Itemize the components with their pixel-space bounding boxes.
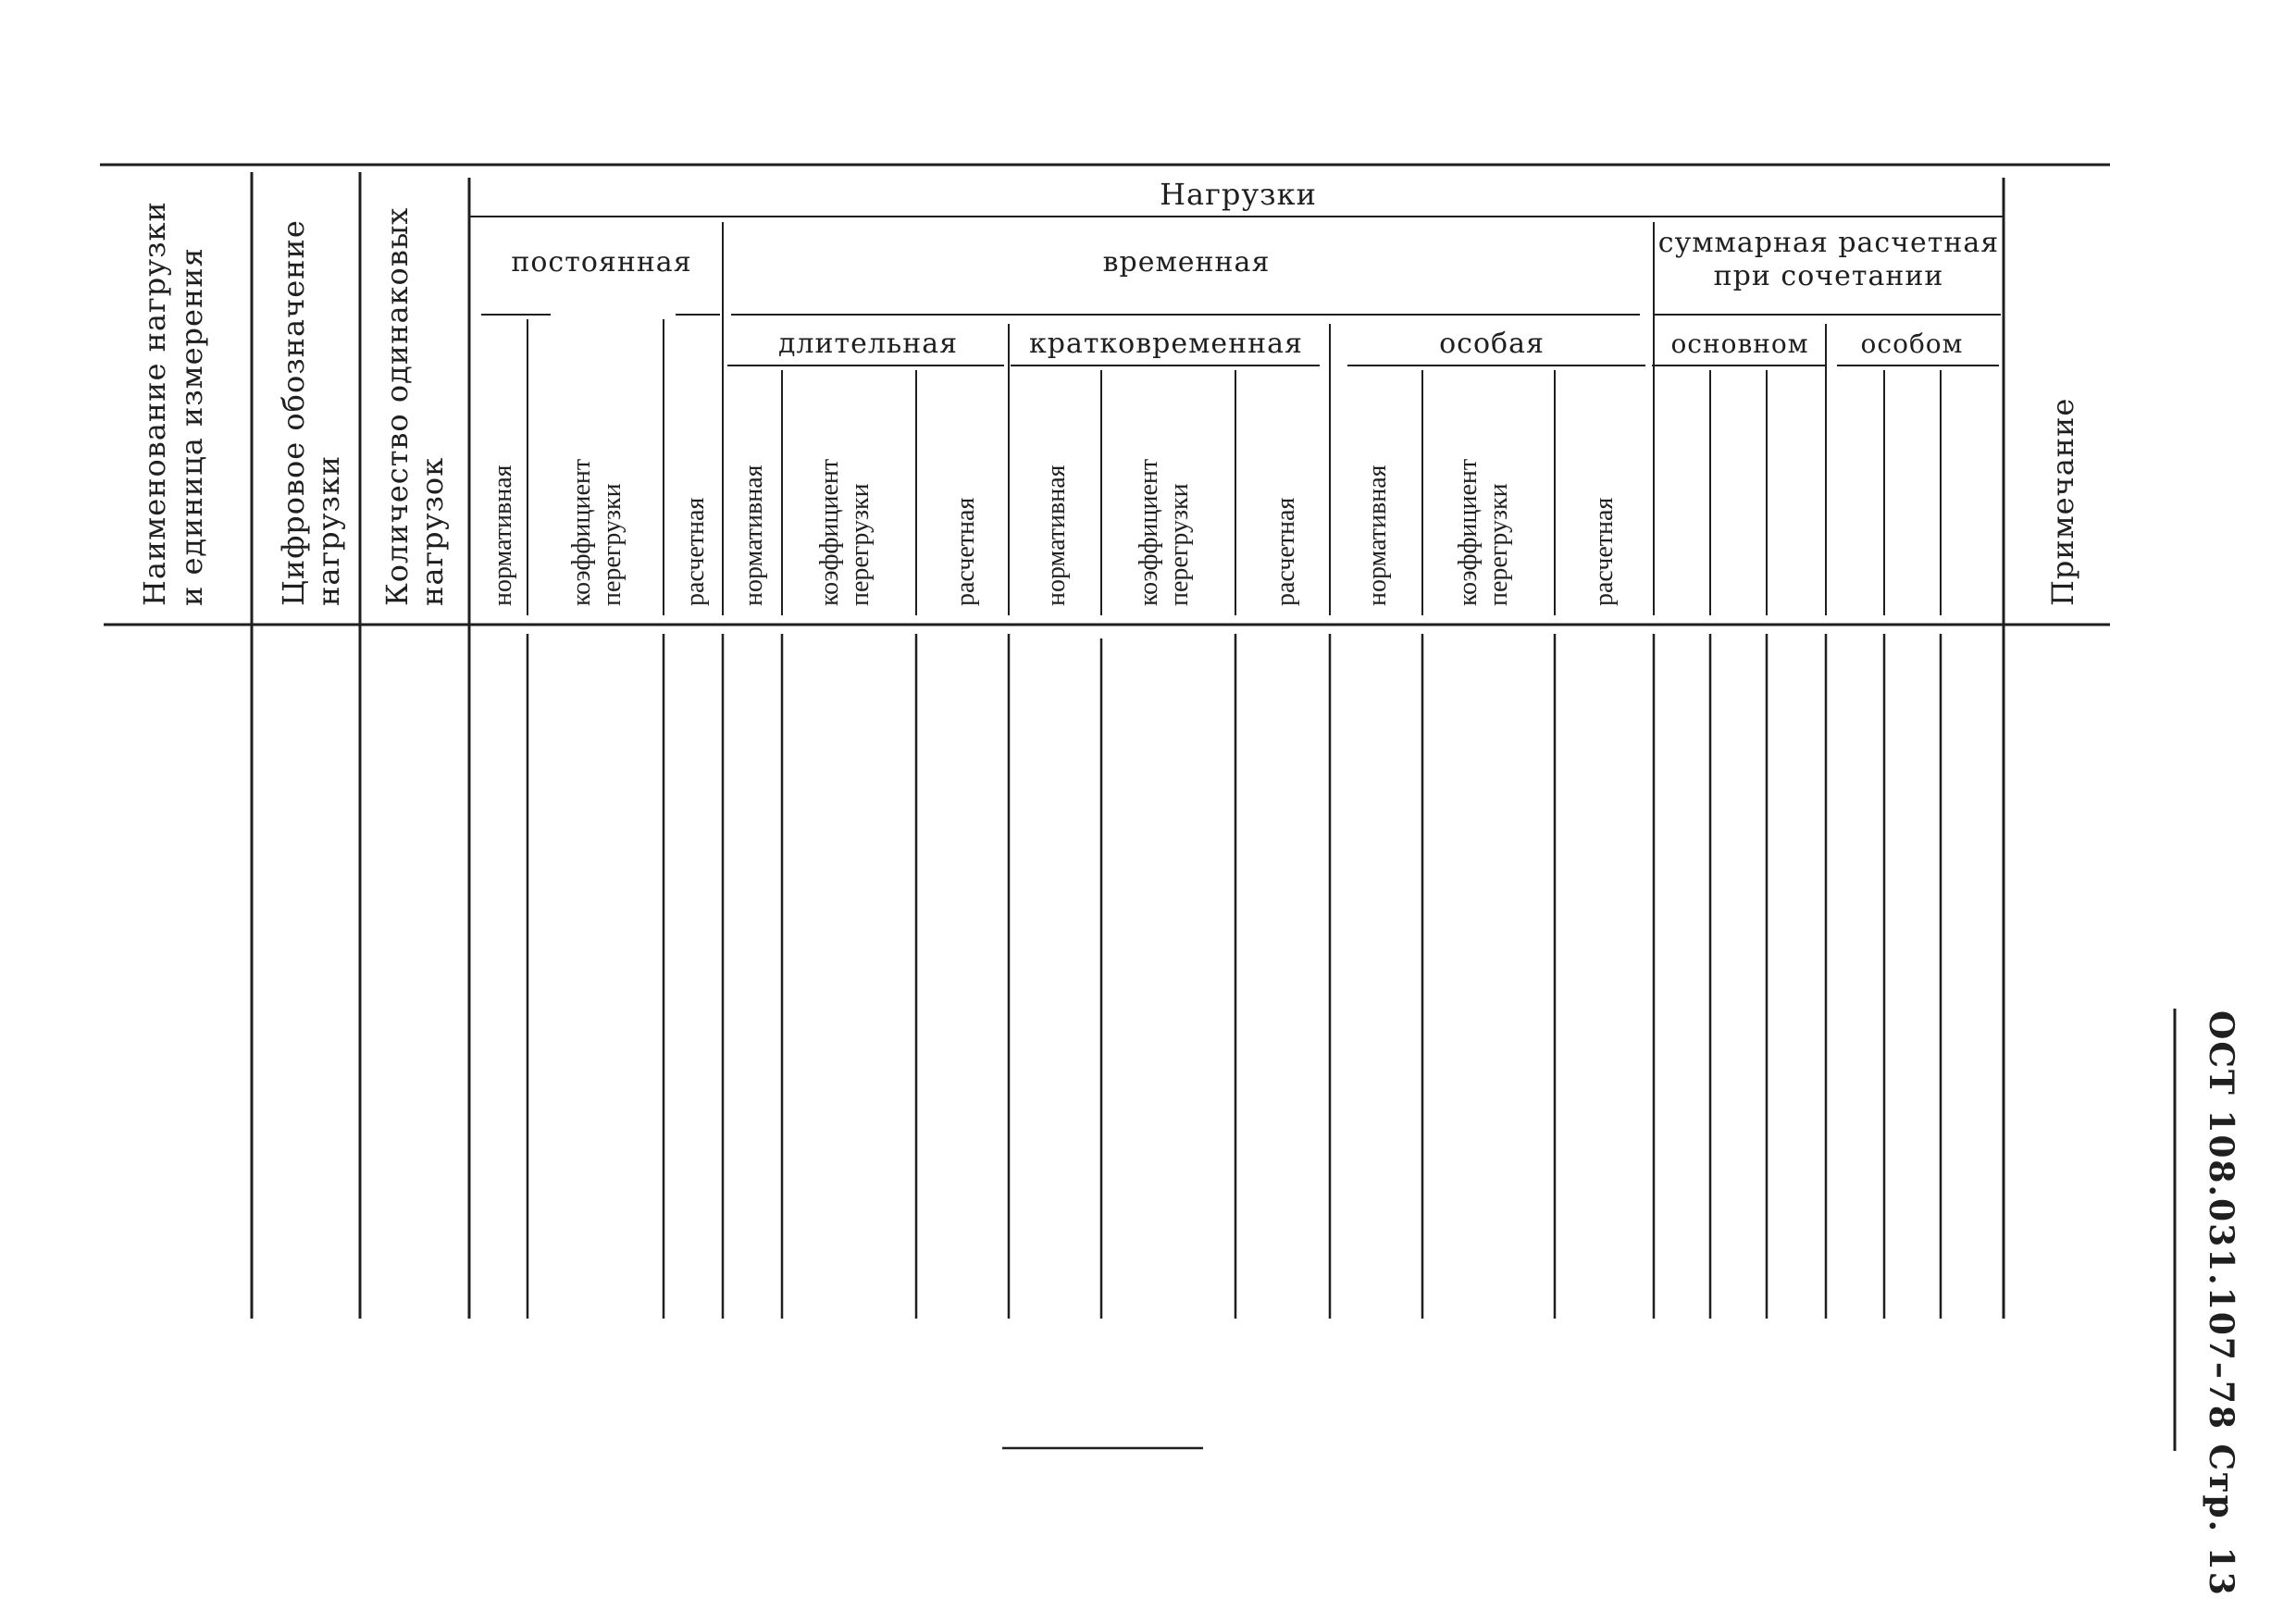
special-design: расчетная — [1590, 497, 1619, 606]
long-coef-line2: перегрузки — [846, 483, 875, 606]
short-normative: нормативная — [1042, 465, 1071, 606]
loads-header: Нагрузки — [1160, 177, 1317, 212]
body-column-lines — [527, 634, 1941, 1319]
special-header: особая — [1439, 328, 1545, 360]
long-normative: нормативная — [739, 465, 768, 606]
special-coef-line1: коэффициент — [1454, 458, 1483, 606]
special-combination-header: особом — [1860, 328, 1964, 359]
total-header-line1: суммарная расчетная — [1657, 227, 2000, 259]
basic-combination-header: основном — [1670, 328, 1809, 359]
total-header-line2: при сочетании — [1713, 260, 1944, 292]
col-code-line1: Цифровое обозначение — [276, 219, 311, 606]
col-count-line2: нагрузок — [415, 456, 450, 606]
short-coef-line1: коэффициент — [1135, 458, 1163, 606]
note-header: Примечание — [2045, 397, 2080, 606]
special-normative: нормативная — [1363, 465, 1392, 606]
temporary-header: временная — [1102, 246, 1271, 279]
standard-marking: ОСТ 108.031.107–78 Стр. 13 — [2202, 1010, 2240, 1597]
permanent-header: постоянная — [511, 246, 692, 279]
special-coef-line2: перегрузки — [1484, 483, 1513, 606]
long-term-header: длительная — [777, 328, 959, 360]
long-coef-line1: коэффициент — [815, 458, 844, 606]
col-count-line1: Количество одинаковых — [379, 206, 415, 606]
col-code-line2: нагрузки — [311, 454, 346, 606]
short-design: расчетная — [1272, 497, 1300, 606]
short-term-header: кратковременная — [1029, 328, 1303, 360]
col-name-line2: и единица измерения — [174, 247, 209, 606]
permanent-coef-line2: перегрузки — [598, 483, 627, 606]
permanent-normative: нормативная — [489, 465, 517, 606]
permanent-design: расчетная — [681, 497, 710, 606]
permanent-coef-line1: коэффициент — [567, 458, 596, 606]
long-design: расчетная — [951, 497, 980, 606]
short-coef-line2: перегрузки — [1165, 483, 1194, 606]
col-name-line1: Наименование нагрузки — [137, 201, 172, 606]
